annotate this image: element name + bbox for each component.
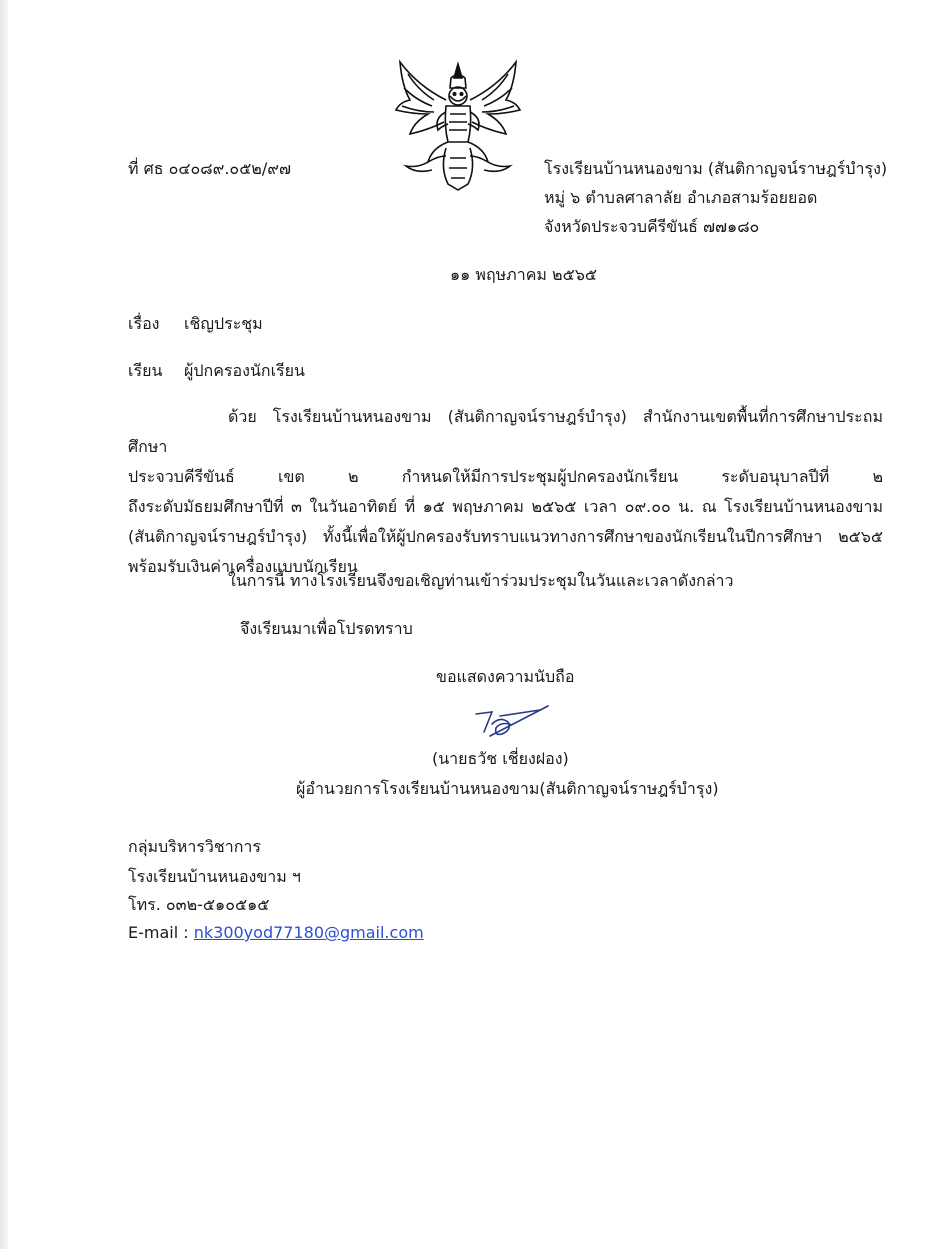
body-line: ประจวบคีรีขันธ์ เขต ๒ กำหนดให้มีการประชุมผู้ปกครองนักเรียน ระดับอนุบาลปีที่ ๒	[128, 467, 883, 486]
garuda-emblem-icon	[388, 56, 528, 196]
subject-text: เชิญประชุม	[184, 314, 263, 333]
body-line: (สันติกาญจน์ราษฎร์บำรุง) ทั้งนี้เพื่อให้ผู้ปกครองรับทราบแนวทางการศึกษาของนักเรียนในปีการศึกษา ๒๕๖๕	[128, 527, 883, 546]
invitation-line: ในการนี้ ทางโรงเรียนจึงขอเชิญท่านเข้าร่วมประชุมในวันและเวลาดังกล่าว	[228, 571, 734, 590]
email-link[interactable]: nk300yod77180@gmail.com	[193, 923, 424, 942]
letter-page	[8, 0, 936, 1249]
salutation: ขอแสดงความนับถือ	[436, 667, 575, 686]
recipient-text: ผู้ปกครองนักเรียน	[184, 361, 305, 380]
subject-label: เรื่อง	[128, 314, 160, 333]
footer-phone: โทร. ๐๓๒-๕๑๐๕๑๕	[128, 895, 270, 914]
footer-department: กลุ่มบริหารวิชาการ	[128, 837, 262, 856]
signer-title: ผู้อำนวยการโรงเรียนบ้านหนองขาม(สันติกาญจน์ราษฎร์บำรุง)	[296, 779, 719, 798]
body-line: ถึงระดับมัธยมศึกษาปีที่ ๓ ในวันอาทิตย์ ที่ ๑๕ พฤษภาคม ๒๕๖๕ เวลา ๐๙.๐๐ น. ณ โรงเรียนบ้านหนองขาม	[128, 497, 883, 516]
body-paragraph	[128, 402, 883, 582]
email-label: E-mail :	[128, 923, 194, 942]
page-edge-shadow	[0, 0, 8, 1249]
letter-date: ๑๑ พฤษภาคม ๒๕๖๕	[450, 265, 597, 284]
footer-school: โรงเรียนบ้านหนองขาม ฯ	[128, 867, 301, 886]
sender-address-line-1: โรงเรียนบ้านหนองขาม (สันติกาญจน์ราษฎร์บำรุง)	[544, 159, 888, 178]
signer-name: (นายธวัช เชี่ยงฝอง)	[432, 749, 569, 768]
sender-address-line-2: หมู่ ๖ ตำบลศาลาลัย อำเภอสามร้อยยอด	[544, 188, 818, 207]
closing-request: จึงเรียนมาเพื่อโปรดทราบ	[240, 619, 413, 638]
reference-number: ที่ ศธ ๐๔๐๘๙.๐๕๒/๙๗	[128, 159, 291, 178]
body-line: ด้วย โรงเรียนบ้านหนองขาม (สันติกาญจน์ราษฎร์บำรุง) สำนักงานเขตพื้นที่การศึกษาประถมศึกษา	[128, 407, 883, 456]
recipient-label: เรียน	[128, 361, 163, 380]
footer-email-row	[128, 922, 424, 944]
sender-address-line-3: จังหวัดประจวบคีรีขันธ์ ๗๗๑๘๐	[544, 217, 760, 236]
signature-icon	[470, 702, 560, 746]
body-line: พร้อมรับเงินค่าเครื่องแบบนักเรียน	[128, 557, 358, 576]
